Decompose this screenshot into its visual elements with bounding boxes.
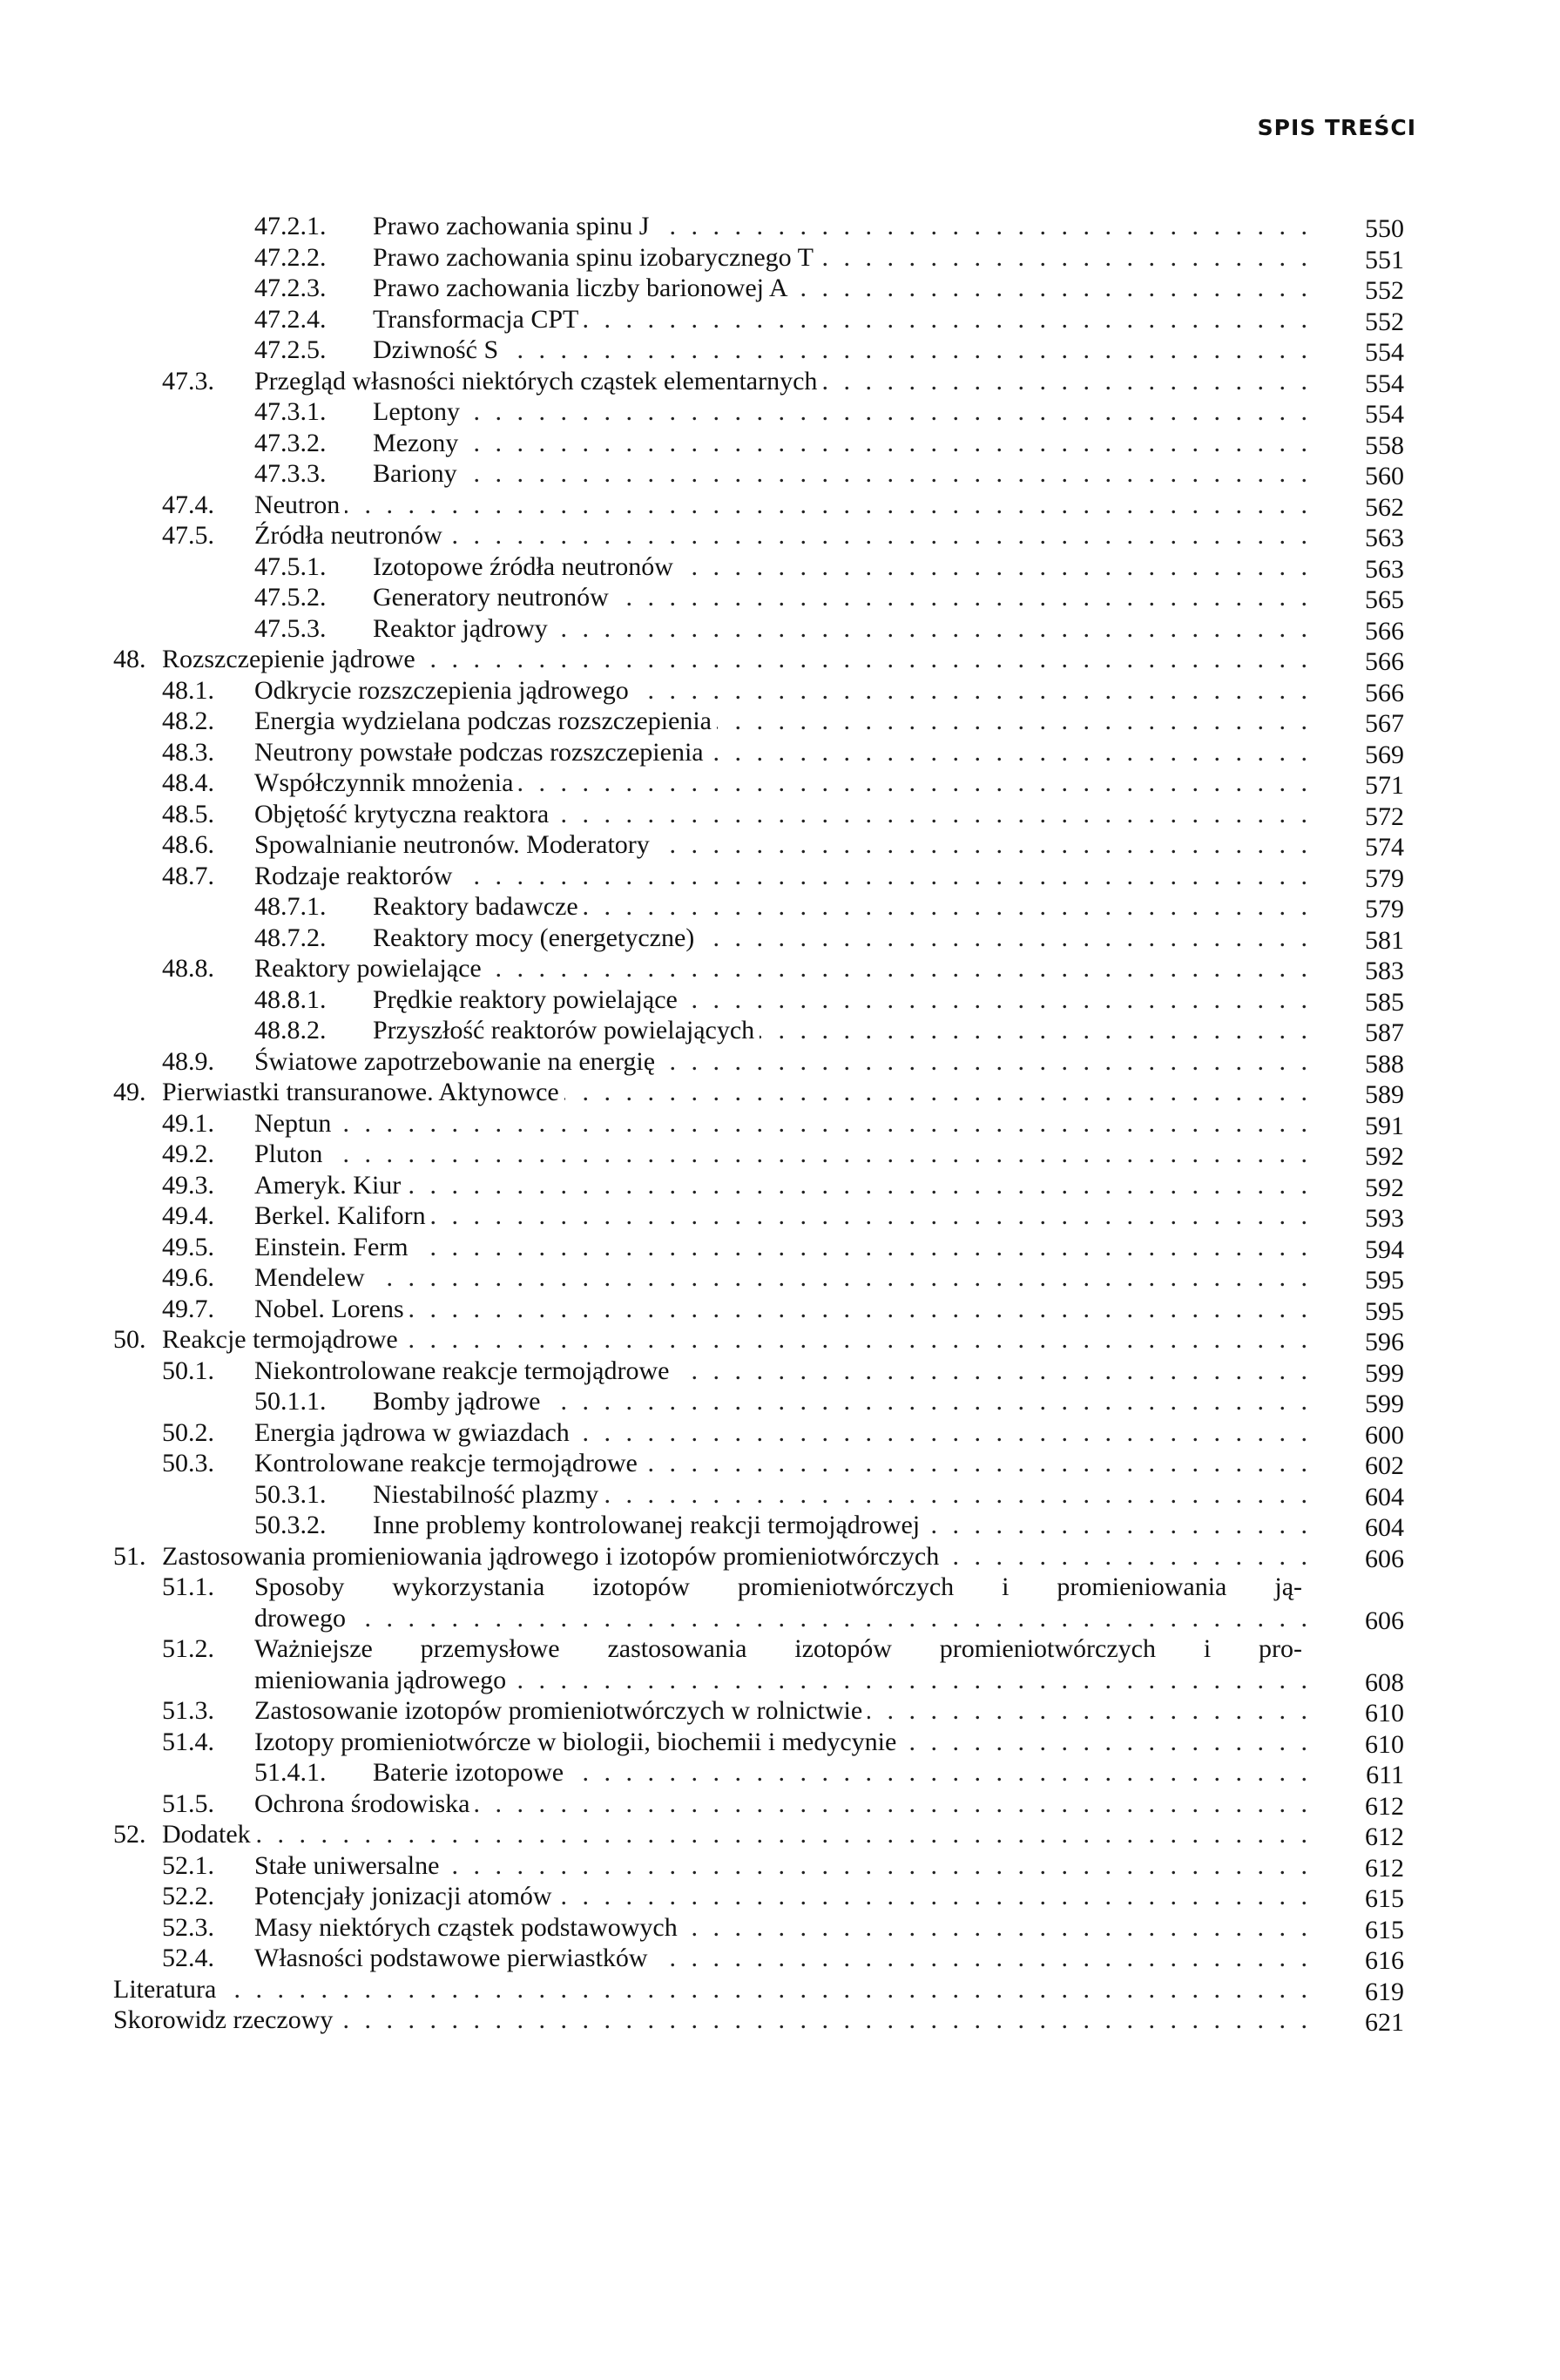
section-number: 47.2.3. bbox=[254, 274, 327, 302]
dot-leader bbox=[643, 1448, 1307, 1479]
section-number: 48.7. bbox=[162, 861, 214, 890]
dot-leader bbox=[557, 1881, 1307, 1912]
toc-entry[interactable] bbox=[0, 1170, 1560, 1201]
page-number: 552 bbox=[1365, 307, 1404, 336]
section-title: Światowe zapotrzebowanie na energię bbox=[254, 1046, 656, 1076]
section-title: Izotopowe źródła neutronów bbox=[373, 551, 673, 581]
section-title: Współczynnik mnożenia bbox=[254, 768, 514, 797]
toc-entry[interactable] bbox=[0, 1695, 1560, 1727]
dot-leader bbox=[338, 2005, 1307, 2036]
page-number: 596 bbox=[1365, 1328, 1404, 1356]
page-number: 594 bbox=[1365, 1234, 1404, 1264]
toc-entry[interactable] bbox=[0, 799, 1560, 830]
section-number: 51.4.1. bbox=[254, 1758, 327, 1787]
page-number: 567 bbox=[1365, 709, 1404, 738]
section-title: Ochrona środowiska bbox=[254, 1788, 470, 1818]
page-number: 602 bbox=[1365, 1451, 1404, 1480]
toc-entry[interactable] bbox=[0, 1077, 1560, 1108]
section-title: Energia wydzielana podczas rozszczepienia bbox=[254, 707, 712, 735]
section-number: 47.2.4. bbox=[254, 304, 327, 334]
dot-leader bbox=[760, 1015, 1307, 1046]
dot-leader bbox=[518, 767, 1307, 799]
section-title: Prawo zachowania liczby barionowej A bbox=[373, 274, 788, 302]
dot-leader bbox=[584, 304, 1307, 335]
page-number: 585 bbox=[1365, 987, 1404, 1017]
page-number: 566 bbox=[1365, 647, 1404, 676]
toc-entry[interactable] bbox=[0, 1912, 1560, 1944]
page-number: 552 bbox=[1365, 276, 1404, 305]
section-number: 48.4. bbox=[162, 768, 214, 797]
toc-entry[interactable] bbox=[0, 304, 1560, 335]
section-number: 50.3.2. bbox=[254, 1511, 327, 1539]
toc-entry[interactable] bbox=[0, 1633, 1560, 1665]
section-number: 48.5. bbox=[162, 799, 214, 828]
dot-leader bbox=[414, 1232, 1307, 1263]
section-number: 47.2.1. bbox=[254, 212, 327, 240]
dot-leader bbox=[487, 953, 1307, 984]
page-number: 550 bbox=[1365, 214, 1404, 243]
dot-leader bbox=[794, 273, 1308, 304]
page-number: 563 bbox=[1365, 524, 1404, 552]
page-number: 595 bbox=[1365, 1266, 1404, 1295]
section-title: Nobel. Lorens bbox=[254, 1294, 404, 1323]
page-number: 606 bbox=[1365, 1544, 1404, 1573]
toc-entry-continuation[interactable] bbox=[0, 1603, 1560, 1634]
toc-entry[interactable] bbox=[0, 273, 1560, 304]
dot-leader bbox=[409, 1294, 1307, 1325]
page-number: 599 bbox=[1365, 1389, 1404, 1418]
dot-leader bbox=[654, 211, 1307, 242]
toc-entry[interactable] bbox=[0, 458, 1560, 490]
toc-entry[interactable] bbox=[0, 1324, 1560, 1356]
section-number: 51.3. bbox=[162, 1696, 214, 1725]
toc-entry[interactable] bbox=[0, 490, 1560, 521]
page-number: 566 bbox=[1365, 616, 1404, 646]
toc-entry[interactable] bbox=[0, 829, 1560, 861]
section-number: 47.4. bbox=[162, 490, 214, 519]
section-title: Mendelew bbox=[254, 1263, 365, 1292]
page-number: 571 bbox=[1365, 771, 1404, 800]
page-number: 565 bbox=[1365, 585, 1404, 614]
dot-leader bbox=[221, 1974, 1307, 2005]
section-title: Literatura bbox=[113, 1974, 217, 2004]
dot-leader bbox=[457, 861, 1307, 892]
toc-entry[interactable] bbox=[0, 582, 1560, 613]
section-number: 51.5. bbox=[162, 1788, 214, 1818]
page-number: 616 bbox=[1365, 1946, 1404, 1975]
page-number: 612 bbox=[1365, 1822, 1404, 1851]
page-number: 604 bbox=[1365, 1513, 1404, 1542]
toc-entry[interactable] bbox=[0, 1417, 1560, 1449]
section-title: Masy niektórych cząstek podstawowych bbox=[254, 1912, 678, 1942]
page-number: 599 bbox=[1365, 1358, 1404, 1388]
toc-entry[interactable] bbox=[0, 1850, 1560, 1882]
section-title: Dziwność S bbox=[373, 335, 499, 364]
toc-entry[interactable] bbox=[0, 675, 1560, 707]
section-number: 50.2. bbox=[162, 1417, 214, 1447]
section-number: 50.1.1. bbox=[254, 1387, 327, 1416]
section-title: Własności podstawowe pierwiastków bbox=[254, 1944, 648, 1972]
toc-entry[interactable] bbox=[0, 1572, 1560, 1603]
page-number: 581 bbox=[1365, 925, 1404, 955]
page-number: 566 bbox=[1365, 678, 1404, 707]
dot-leader bbox=[406, 1170, 1307, 1201]
dot-leader bbox=[569, 1757, 1307, 1788]
toc-entry[interactable] bbox=[0, 335, 1560, 366]
dot-leader bbox=[944, 1541, 1307, 1572]
section-title: Kontrolowane reakcje termojądrowe bbox=[254, 1449, 638, 1477]
section-title: Skorowidz rzeczowy bbox=[113, 2005, 334, 2034]
dot-leader bbox=[683, 984, 1307, 1016]
section-number: 50.3.1. bbox=[254, 1479, 327, 1509]
section-number: 52.3. bbox=[162, 1912, 214, 1942]
page-number: 615 bbox=[1365, 1915, 1404, 1944]
dot-leader bbox=[925, 1510, 1307, 1541]
dot-leader bbox=[564, 1077, 1307, 1108]
section-number: 51.2. bbox=[162, 1634, 214, 1663]
section-title: Niestabilność plazmy bbox=[373, 1479, 599, 1509]
section-title: Stałe uniwersalne bbox=[254, 1850, 440, 1880]
section-title: Neptun bbox=[254, 1108, 332, 1138]
section-number: 49.6. bbox=[162, 1263, 214, 1292]
section-title: Przegląd własności niektórych cząstek elementarnych bbox=[254, 366, 818, 396]
section-number: 50.1. bbox=[162, 1356, 214, 1385]
section-title: Pierwiastki transuranowe. Aktynowce bbox=[162, 1078, 559, 1106]
section-title: Berkel. Kaliforn bbox=[254, 1201, 426, 1230]
section-title: Rodzaje reaktorów bbox=[254, 861, 453, 890]
toc-entry[interactable] bbox=[0, 1541, 1560, 1572]
section-number: 49. bbox=[113, 1078, 146, 1106]
section-title: Odkrycie rozszczepienia jądrowego bbox=[254, 675, 629, 705]
dot-leader bbox=[256, 1819, 1307, 1850]
section-title: Reaktor jądrowy bbox=[373, 613, 548, 643]
toc-entry[interactable] bbox=[0, 613, 1560, 645]
toc-entry[interactable] bbox=[0, 1757, 1560, 1788]
dot-leader bbox=[463, 428, 1307, 459]
page-number: 563 bbox=[1365, 554, 1404, 584]
section-title: Niekontrolowane reakcje termojądrowe bbox=[254, 1356, 670, 1385]
section-title: Reaktory badawcze bbox=[373, 892, 578, 921]
section-number: 51. bbox=[113, 1541, 146, 1571]
page-number: 612 bbox=[1365, 1853, 1404, 1883]
toc-entry[interactable] bbox=[0, 211, 1560, 242]
toc-entry[interactable] bbox=[0, 984, 1560, 1016]
page-number: 611 bbox=[1366, 1761, 1404, 1789]
section-title: mieniowania jądrowego bbox=[254, 1665, 507, 1694]
page-number: 589 bbox=[1365, 1080, 1404, 1109]
section-title: Neutron bbox=[254, 490, 341, 519]
section-title: drowego bbox=[254, 1603, 346, 1633]
section-number: 49.1. bbox=[162, 1108, 214, 1138]
section-number: 48.7.2. bbox=[254, 923, 327, 952]
section-title: Rozszczepienie jądrowe bbox=[162, 645, 415, 673]
section-number: 48. bbox=[113, 645, 146, 673]
toc-entry[interactable] bbox=[0, 1015, 1560, 1046]
dot-leader bbox=[545, 1386, 1307, 1417]
page-number: 619 bbox=[1365, 1977, 1404, 2006]
toc-entry-continuation[interactable] bbox=[0, 1665, 1560, 1696]
section-number: 47.5.3. bbox=[254, 613, 327, 643]
toc-entry[interactable] bbox=[0, 366, 1560, 397]
page-number: 621 bbox=[1365, 2008, 1404, 2037]
section-number: 47.5.2. bbox=[254, 583, 327, 612]
section-number: 52.4. bbox=[162, 1944, 214, 1972]
section-number: 51.4. bbox=[162, 1727, 214, 1756]
dot-leader bbox=[351, 1603, 1307, 1634]
dot-leader bbox=[614, 582, 1307, 613]
section-title: Ameryk. Kiur bbox=[254, 1170, 402, 1200]
page-number: 558 bbox=[1365, 430, 1404, 460]
toc-entry[interactable] bbox=[0, 737, 1560, 768]
page-number: 574 bbox=[1365, 833, 1404, 862]
toc-entry[interactable] bbox=[0, 861, 1560, 892]
page-number: 551 bbox=[1365, 245, 1404, 274]
page-number: 591 bbox=[1365, 1111, 1404, 1140]
section-number: 48.9. bbox=[162, 1046, 214, 1076]
section-number: 49.7. bbox=[162, 1294, 214, 1323]
section-number: 47.5.1. bbox=[254, 551, 327, 581]
dot-leader bbox=[475, 1788, 1307, 1820]
toc-entry[interactable] bbox=[0, 396, 1560, 428]
dot-leader bbox=[819, 242, 1307, 274]
dot-leader bbox=[336, 1108, 1307, 1139]
section-title: Przyszłość reaktorów powielających bbox=[373, 1016, 755, 1045]
toc-entry[interactable] bbox=[0, 1479, 1560, 1511]
page-number: 612 bbox=[1365, 1791, 1404, 1821]
toc-entry[interactable] bbox=[0, 428, 1560, 459]
dot-leader bbox=[584, 891, 1307, 923]
section-title: Energia jądrowa w gwiazdach bbox=[254, 1417, 570, 1447]
page-number: 593 bbox=[1365, 1204, 1404, 1233]
section-title: Zastosowania promieniowania jądrowego i izotopów promieniotwórczych bbox=[162, 1541, 940, 1571]
page-number: 604 bbox=[1365, 1482, 1404, 1511]
dot-leader bbox=[465, 396, 1307, 428]
toc-entry[interactable] bbox=[0, 1294, 1560, 1325]
dot-leader bbox=[679, 551, 1307, 583]
section-number: 47.3. bbox=[162, 366, 214, 396]
section-number: 48.6. bbox=[162, 830, 214, 859]
dot-leader bbox=[655, 829, 1307, 861]
section-title: Sposoby wykorzystania izotopów promieniotwórczych i promieniowania ją- bbox=[254, 1572, 1302, 1601]
dot-leader bbox=[868, 1695, 1307, 1727]
page-number: 572 bbox=[1365, 801, 1404, 831]
section-number: 47.2.5. bbox=[254, 335, 327, 364]
page-number: 595 bbox=[1365, 1296, 1404, 1326]
section-title: Pluton bbox=[254, 1139, 323, 1168]
section-number: 47.3.3. bbox=[254, 459, 327, 488]
toc-entry[interactable] bbox=[0, 953, 1560, 984]
toc-entry[interactable] bbox=[0, 767, 1560, 799]
toc-entry[interactable] bbox=[0, 644, 1560, 675]
dot-leader bbox=[653, 1943, 1307, 1974]
section-number: 52.2. bbox=[162, 1882, 214, 1910]
section-title: Zastosowanie izotopów promieniotwórczych w rolnictwie bbox=[254, 1696, 863, 1725]
section-number: 51.1. bbox=[162, 1572, 214, 1601]
section-number: 48.8.2. bbox=[254, 1016, 327, 1045]
section-number: 48.8.1. bbox=[254, 984, 327, 1014]
dot-leader bbox=[902, 1727, 1307, 1758]
page-number: 608 bbox=[1365, 1667, 1404, 1697]
section-number: 49.3. bbox=[162, 1170, 214, 1200]
dot-leader bbox=[431, 1200, 1307, 1232]
dot-leader bbox=[683, 1912, 1307, 1944]
section-number: 48.8. bbox=[162, 954, 214, 983]
dot-leader bbox=[674, 1356, 1307, 1387]
page-number: 587 bbox=[1365, 1018, 1404, 1047]
section-number: 49.4. bbox=[162, 1201, 214, 1230]
toc-entry[interactable] bbox=[0, 1448, 1560, 1479]
page-number: 554 bbox=[1365, 338, 1404, 367]
dot-leader bbox=[511, 1665, 1307, 1696]
dot-leader bbox=[553, 613, 1307, 645]
section-title: Leptony bbox=[373, 397, 460, 426]
section-title: Bariony bbox=[373, 459, 457, 488]
section-number: 47.3.1. bbox=[254, 397, 327, 426]
toc-entry[interactable] bbox=[0, 1386, 1560, 1417]
section-title: Prawo zachowania spinu J bbox=[373, 212, 650, 240]
dot-leader bbox=[709, 737, 1307, 768]
toc-entry[interactable] bbox=[0, 1232, 1560, 1263]
section-title: Ważniejsze przemysłowe zastosowania izotopów promieniotwórczych i pro- bbox=[254, 1634, 1302, 1663]
section-title: Reakcje termojądrowe bbox=[162, 1325, 398, 1354]
toc-entry[interactable] bbox=[0, 1510, 1560, 1541]
section-title: Mezony bbox=[373, 428, 459, 457]
dot-leader bbox=[328, 1139, 1307, 1170]
dot-leader bbox=[370, 1262, 1307, 1294]
section-title: Inne problemy kontrolowanej reakcji termojądrowej bbox=[373, 1511, 921, 1539]
toc-entry[interactable] bbox=[0, 1819, 1560, 1850]
toc-entry[interactable] bbox=[0, 551, 1560, 583]
toc-entry[interactable] bbox=[0, 1943, 1560, 1974]
section-number: 48.7.1. bbox=[254, 892, 327, 921]
page-number: 560 bbox=[1365, 462, 1404, 490]
section-title: Reaktory powielające bbox=[254, 954, 482, 983]
toc-entry[interactable] bbox=[0, 1262, 1560, 1294]
section-title: Izotopy promieniotwórcze w biologii, biochemii i medycynie bbox=[254, 1727, 897, 1756]
section-number: 47.2.2. bbox=[254, 242, 327, 272]
section-number: 47.3.2. bbox=[254, 428, 327, 457]
toc-entry[interactable] bbox=[0, 891, 1560, 923]
toc-entry[interactable] bbox=[0, 1108, 1560, 1139]
dot-leader bbox=[822, 366, 1307, 397]
section-title: Objętość krytyczna reaktora bbox=[254, 799, 550, 828]
page-number: 600 bbox=[1365, 1420, 1404, 1450]
page-number: 610 bbox=[1365, 1699, 1404, 1728]
section-number: 49.5. bbox=[162, 1232, 214, 1261]
page-number: 562 bbox=[1365, 492, 1404, 522]
page-number: 579 bbox=[1365, 863, 1404, 893]
toc-entry[interactable] bbox=[0, 1974, 1560, 2005]
toc-entry[interactable] bbox=[0, 1046, 1560, 1078]
section-title: Baterie izotopowe bbox=[373, 1758, 564, 1787]
toc-entry[interactable] bbox=[0, 2005, 1560, 2036]
dot-leader bbox=[660, 1046, 1307, 1078]
dot-leader bbox=[634, 675, 1307, 707]
section-title: Dodatek bbox=[162, 1820, 251, 1849]
page-number: 554 bbox=[1365, 368, 1404, 398]
section-number: 52. bbox=[113, 1820, 146, 1849]
dot-leader bbox=[345, 490, 1307, 521]
dot-leader bbox=[575, 1417, 1307, 1449]
page-number: 592 bbox=[1365, 1173, 1404, 1202]
section-number: 50.3. bbox=[162, 1449, 214, 1477]
section-title: Transformacja CPT bbox=[373, 304, 579, 334]
section-number: 48.3. bbox=[162, 737, 214, 767]
toc-entry[interactable] bbox=[0, 923, 1560, 954]
dot-leader bbox=[554, 799, 1307, 830]
page-number: 610 bbox=[1365, 1729, 1404, 1759]
dot-leader bbox=[699, 923, 1307, 954]
toc-entry[interactable] bbox=[0, 1727, 1560, 1758]
page-number: 583 bbox=[1365, 957, 1404, 985]
page-number: 554 bbox=[1365, 400, 1404, 429]
section-title: Bomby jądrowe bbox=[373, 1387, 541, 1416]
section-title: Neutrony powstałe podczas rozszczepienia bbox=[254, 737, 704, 767]
dot-leader bbox=[604, 1479, 1307, 1511]
section-number: 48.1. bbox=[162, 675, 214, 705]
toc-entry[interactable] bbox=[0, 242, 1560, 274]
section-title: Reaktory mocy (energetyczne) bbox=[373, 923, 695, 952]
toc-entry[interactable] bbox=[0, 520, 1560, 551]
dot-leader bbox=[717, 706, 1307, 737]
page-number: 588 bbox=[1365, 1049, 1404, 1078]
section-title: Potencjały jonizacji atomów bbox=[254, 1882, 552, 1910]
section-title: Spowalnianie neutronów. Moderatory bbox=[254, 830, 650, 859]
section-title: Generatory neutronów bbox=[373, 583, 609, 612]
section-title: Einstein. Ferm bbox=[254, 1232, 409, 1261]
running-header: SPIS TREŚCI bbox=[1257, 115, 1416, 140]
page-number: 606 bbox=[1365, 1606, 1404, 1635]
dot-leader bbox=[444, 1850, 1307, 1882]
section-number: 50. bbox=[113, 1325, 146, 1354]
page-number: 592 bbox=[1365, 1142, 1404, 1171]
toc-entry[interactable] bbox=[0, 1200, 1560, 1232]
section-title: Prawo zachowania spinu izobarycznego T bbox=[373, 242, 814, 272]
section-number: 52.1. bbox=[162, 1850, 214, 1880]
section-title: Prędkie reaktory powielające bbox=[373, 984, 678, 1014]
page-number: 569 bbox=[1365, 740, 1404, 769]
table-of-contents bbox=[0, 211, 1560, 2036]
section-number: 47.5. bbox=[162, 521, 214, 550]
dot-leader bbox=[421, 644, 1307, 675]
dot-leader bbox=[403, 1324, 1307, 1356]
toc-entry[interactable] bbox=[0, 1356, 1560, 1387]
page-number: 579 bbox=[1365, 895, 1404, 923]
toc-entry[interactable] bbox=[0, 1881, 1560, 1912]
section-number: 49.2. bbox=[162, 1139, 214, 1168]
toc-entry[interactable] bbox=[0, 1788, 1560, 1820]
section-number: 48.2. bbox=[162, 707, 214, 735]
toc-entry[interactable] bbox=[0, 1139, 1560, 1170]
dot-leader bbox=[448, 520, 1307, 551]
page-number: 615 bbox=[1365, 1884, 1404, 1913]
section-title: Źródła neutronów bbox=[254, 521, 442, 550]
toc-entry[interactable] bbox=[0, 706, 1560, 737]
dot-leader bbox=[503, 335, 1307, 366]
dot-leader bbox=[463, 458, 1307, 490]
